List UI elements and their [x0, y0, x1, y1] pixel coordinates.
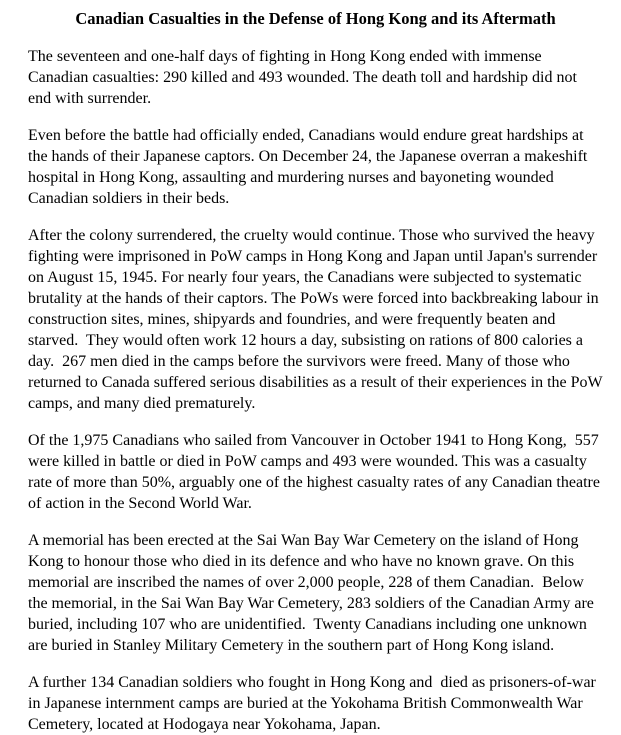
paragraph-sai-wan-memorial: A memorial has been erected at the Sai Wan Bay War Cemetery on the island of Hong Kong to honour those who died in its defence and who have no known grave. On this memorial are inscribed the names of over 2,000 people, 228 of them Canadian. Below the memorial, in the Sai Wan Bay War Cemetery, 283 soldiers of the Canadian Army are buried, including 107 who are unidentified. Twenty Canadians including one unknown are buried in Stanley Military Cemetery in the southern part of Hong Kong island.	[28, 532, 598, 654]
paragraph-pow-camps: After the colony surrendered, the cruelty would continue. Those who survived the heavy fighting were imprisoned in PoW camps in Hong Kong and Japan until Japan's surrender on August 15, 1945. For nearly four years, the Canadians were subjected to systematic brutality at the hands of their captors. The PoWs were forced into backbreaking labour in construction sites, mines, shipyards and foundries, and were frequently beaten and starved. They would often work 12 hours a day, subsisting on rations of 800 calories a day. 267 men died in the camps before the survivors were freed. Many of those who returned to Canada suffered serious disabilities as a result of their experiences in the PoW camps, and many died prematurely.	[28, 227, 607, 412]
paragraph-casualties-summary: The seventeen and one-half days of fighting in Hong Kong ended with immense Canadian casualties: 290 killed and 493 wounded. The death toll and hardship did not end with surrender.	[28, 48, 581, 107]
paragraph-casualty-rate: Of the 1,975 Canadians who sailed from Vancouver in October 1941 to Hong Kong, 557 were killed in battle or died in PoW camps and 493 were wounded. This was a casualty rate of more than 50%, arguably one of the highest casualty rates of any Canadian theatre of action in the Second World War.	[28, 432, 604, 512]
document-title: Canadian Casualties in the Defense of Hong Kong and its Aftermath	[75, 9, 556, 28]
paragraph-yokohama-cemetery: A further 134 Canadian soldiers who fought in Hong Kong and died as prisoners-of-war in Japanese internment camps are buried at the Yokohama British Commonwealth War Cemetery, located at Hodogaya near Yokohama, Japan.	[28, 674, 600, 733]
paragraph-hospital-attack: Even before the battle had officially ended, Canadians would endure great hardships at the hands of their Japanese captors. On December 24, the Japanese overran a makeshift hospital in Hong Kong, assaulting and murdering nurses and bayoneting wounded Canadian soldiers in their beds.	[28, 127, 592, 207]
document-body	[28, 46, 607, 735]
